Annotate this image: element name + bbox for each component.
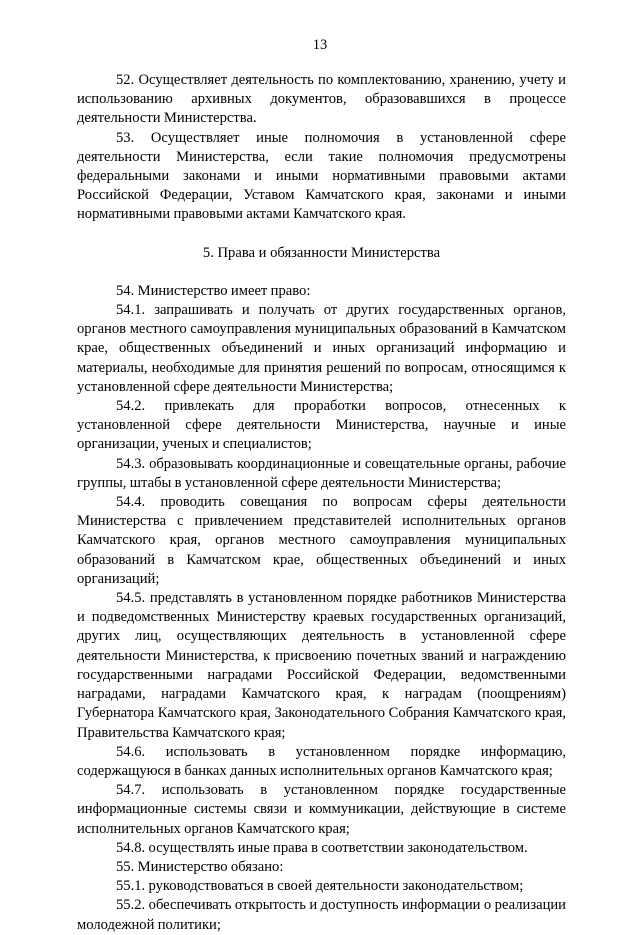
paragraph-54-5: 54.5. представлять в установленном порядке работников Министерства и подведомственных Министерству краевых государственных организаций, других лиц, осуществляющих деятельность в установленной сфере деятельности Министерства, к присвоению почетных званий и награждению государственными наградами Российской Федерации, ведомственными наградами, наградами Камчатского края, к наградам (поощрениям) Губернатора Камчатского края, Законодательного Собрания Камчатского края, Правительства Камчатского края; [77,590,566,741]
paragraph-54-3: 54.3. образовывать координационные и совещательные органы, рабочие группы, штабы в установленной сфере деятельности Министерства; [77,455,566,491]
paragraph-54-2: 54.2. привлекать для проработки вопросов, отнесенных к установленной сфере деятельности Министерства, научные и иные организации, ученых и специалистов; [77,398,566,453]
paragraph-54-7: 54.7. использовать в установленном порядке государственные информационные системы связи и коммуникации, действующие в системе исполнительных органов Камчатского края; [77,782,566,837]
document-body [77,71,566,935]
paragraph-52: 52. Осуществляет деятельность по комплектованию, хранению, учету и использованию архивных документов, образовавшихся в процессе деятельности Министерства. [77,72,566,127]
paragraph-55-2: 55.2. обеспечивать открытость и доступность информации о реализации молодежной политики; [77,897,566,933]
paragraph-55: 55. Министерство обязано: [116,858,284,875]
page-number: 13 [312,37,328,53]
paragraph-54-4: 54.4. проводить совещания по вопросам сферы деятельности Министерства с привлечением представителей исполнительных органов Камчатского края, органов местного самоуправления муниципальных образований в Камчатском крае, общественных объединений и иных организаций; [77,494,566,587]
paragraph-54-8: 54.8. осуществлять иные права в соответствии законодательством. [116,839,528,856]
paragraph-54-6: 54.6. использовать в установленном порядке информацию, содержащуюся в банках данных исполнительных органов Камчатского края; [77,743,566,779]
paragraph-55-1: 55.1. руководствоваться в своей деятельности законодательством; [116,878,524,895]
paragraph-53: 53. Осуществляет иные полномочия в установленной сфере деятельности Министерства, если такие полномочия предусмотрены федеральными законами и иными нормативными правовыми актами Российской Федерации, Уставом Камчатского края, законами и иными нормативными правовыми актами Камчатского края. [77,129,566,223]
paragraph-54-1: 54.1. запрашивать и получать от других государственных органов, органов местного самоуправления муниципальных образований в Камчатском крае, общественных объединений и иных организаций информацию и материалы, необходимые для принятия решений по вопросам, относящимся к установленной сфере деятельности Министерства; [77,302,566,395]
paragraph-54: 54. Министерство имеет право: [116,282,311,299]
section-heading: 5. Права и обязанности Министерства [202,244,441,261]
